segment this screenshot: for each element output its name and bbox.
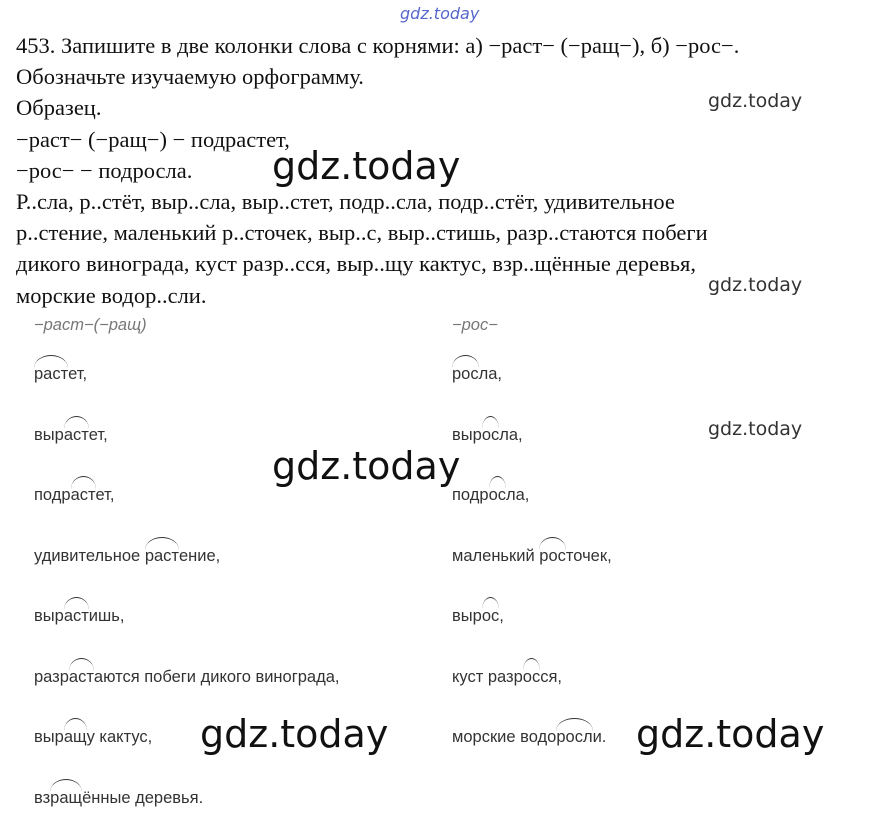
- answer-word: [452, 607, 504, 626]
- word-suffix: ет,: [88, 426, 108, 444]
- word-prefix: удивительное: [34, 547, 145, 565]
- root-arc-mark: [64, 597, 89, 610]
- root-arc-mark: [482, 597, 499, 610]
- answer-word: [34, 607, 124, 626]
- left-column-header: −раст−(−ращ): [34, 316, 147, 334]
- word-root: аст: [64, 607, 89, 626]
- root-arc-mark: [71, 476, 96, 489]
- word-suffix: ет,: [95, 486, 115, 504]
- word-root: аст: [64, 426, 89, 445]
- word-root: аст: [71, 486, 96, 505]
- word-suffix: точек,: [565, 547, 612, 565]
- word-root: аст: [69, 668, 94, 687]
- word-root: ос: [489, 486, 506, 505]
- word-suffix: ,: [499, 607, 504, 625]
- root-arc-mark: [539, 537, 566, 550]
- word-root: рос: [539, 547, 566, 566]
- word-root: ращ: [50, 789, 82, 808]
- word-root: рос: [452, 365, 479, 384]
- word-prefix: выр: [34, 607, 64, 625]
- task-line: 453. Запишите в две колонки слова с корнями: а) −раст− (−ращ−), б) −рос−.: [16, 33, 740, 58]
- watermark: gdz.today: [708, 274, 803, 296]
- word-suffix: ся,: [540, 668, 562, 686]
- watermark: gdz.today: [272, 444, 461, 488]
- watermark: gdz.today: [636, 712, 825, 756]
- word-prefix: вз: [34, 789, 51, 807]
- root-arc-mark: [145, 537, 179, 550]
- task-line: морские водор..сли.: [16, 282, 207, 308]
- word-root: ос: [482, 607, 499, 626]
- word-prefix: морские водо: [452, 728, 557, 746]
- word-root: ащ: [64, 728, 87, 747]
- root-arc-mark: [69, 658, 94, 671]
- task-line: р..стение, маленький р..сточек, выр..с, выр..стишь, разр..стаются побеги: [16, 220, 708, 246]
- word-prefix: выр: [452, 426, 482, 444]
- task-line: Обозначьте изучаемую орфограмму.: [16, 64, 364, 90]
- task-line: Р..сла, р..стёт, выр..сла, выр..стет, подр..сла, подр..стёт, удивительное: [16, 188, 675, 214]
- answer-word: [452, 426, 523, 445]
- word-suffix: ла,: [506, 486, 530, 504]
- word-root: росл: [556, 728, 592, 747]
- word-suffix: ла,: [478, 365, 502, 383]
- root-arc-mark: [34, 355, 68, 368]
- watermark: gdz.today: [708, 90, 803, 112]
- word-suffix: ишь,: [88, 607, 125, 625]
- word-prefix: разр: [34, 668, 69, 686]
- right-column-header: −рос−: [452, 316, 498, 334]
- root-arc-mark: [556, 718, 592, 731]
- word-suffix: ение,: [178, 547, 221, 565]
- answer-word: [34, 365, 87, 384]
- word-suffix: и.: [592, 728, 607, 746]
- word-suffix: аются побеги дикого винограда,: [93, 668, 340, 686]
- answer-word: [452, 668, 562, 687]
- word-prefix: подр: [452, 486, 489, 504]
- word-root: ос: [523, 668, 540, 687]
- root-arc-mark: [64, 416, 89, 429]
- word-prefix: куст разр: [452, 668, 523, 686]
- word-prefix: выр: [452, 607, 482, 625]
- answer-word: [34, 486, 115, 505]
- word-root: раст: [34, 365, 68, 384]
- answer-word: [34, 728, 152, 747]
- answer-word: [34, 789, 203, 808]
- answer-word: [34, 547, 220, 566]
- word-prefix: выр: [34, 728, 64, 746]
- answer-word: [452, 728, 606, 747]
- word-prefix: подр: [34, 486, 71, 504]
- root-arc-mark: [523, 658, 540, 671]
- root-arc-mark: [50, 779, 82, 792]
- answer-word: [34, 668, 339, 687]
- root-arc-mark: [489, 476, 506, 489]
- watermark: gdz.today: [200, 712, 389, 756]
- task-line: −рос− − подросла.: [16, 157, 193, 183]
- word-prefix: маленький: [452, 547, 540, 565]
- answer-word: [452, 486, 529, 505]
- word-suffix: ённые деревья.: [82, 789, 204, 807]
- watermark: gdz.today: [272, 144, 461, 188]
- task-line: Образец.: [16, 95, 102, 121]
- word-suffix: у кактус,: [86, 728, 153, 746]
- root-arc-mark: [482, 416, 499, 429]
- answer-word: [452, 547, 612, 566]
- word-root: раст: [145, 547, 179, 566]
- task-line: −раст− (−ращ−) − подрастет,: [16, 126, 290, 152]
- word-root: ос: [482, 426, 499, 445]
- word-suffix: ла,: [499, 426, 523, 444]
- watermark-top: gdz.today: [400, 4, 480, 23]
- word-suffix: ет,: [68, 365, 88, 383]
- root-arc-mark: [452, 355, 479, 368]
- task-line: дикого винограда, куст разр..сся, выр..щу кактус, взр..щённые деревья,: [16, 251, 697, 277]
- word-prefix: выр: [34, 426, 64, 444]
- watermark: gdz.today: [708, 418, 803, 440]
- root-arc-mark: [64, 718, 87, 731]
- answer-word: [34, 426, 108, 445]
- answer-word: [452, 365, 502, 384]
